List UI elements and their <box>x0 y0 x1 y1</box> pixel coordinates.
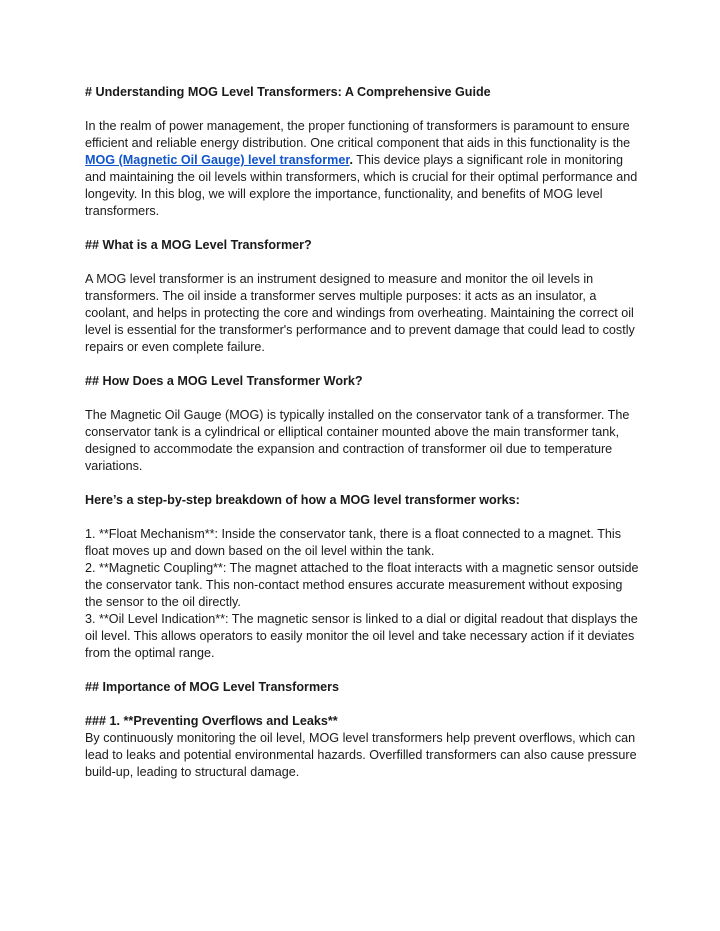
document-title: # Understanding MOG Level Transformers: A Comprehensive Guide <box>85 85 491 99</box>
intro-link-period: . <box>349 153 354 167</box>
subsection-body-overflows: By continuously monitoring the oil level, MOG level transformers help prevent overflows, which can lead to leaks and potential environmental hazards. Overfilled transformers can also cause pressure build-up, leading to structural damage. <box>85 731 637 779</box>
step-item-oil-level: 3. **Oil Level Indication**: The magnetic sensor is linked to a dial or digital readout that displays the oil level. This allows operators to easily monitor the oil level and take necessary action if it deviates from the optimal range. <box>85 612 638 660</box>
intro-text-end: This device plays a significant role in monitoring and maintaining the oil levels within transformers, which is crucial for their optimal performance and longevity. In this blog, we will explore the importance, functionality, and benefits of MOG level transformers. <box>85 153 638 218</box>
section-heading-what-is: ## What is a MOG Level Transformer? <box>85 238 312 252</box>
step-item-magnetic-coupling: 2. **Magnetic Coupling**: The magnet attached to the float interacts with a magnetic sensor outside the conservator tank. This non-contact method ensures accurate measurement without exposing the sensor to the oil directly. <box>85 561 639 609</box>
section-heading-importance: ## Importance of MOG Level Transformers <box>85 680 340 694</box>
subsection-heading-overflows: ### 1. **Preventing Overflows and Leaks** <box>85 714 338 728</box>
steps-heading: Here’s a step-by-step breakdown of how a MOG level transformer works: <box>85 493 520 507</box>
intro-text-start: In the realm of power management, the proper functioning of transformers is paramount to ensure efficient and reliable energy distribution. One critical component that aids in this functionality is the <box>85 119 631 150</box>
document-page <box>85 84 640 798</box>
mog-link[interactable]: MOG (Magnetic Oil Gauge) level transformer <box>85 153 350 167</box>
section-body-what-is: A MOG level transformer is an instrument designed to measure and monitor the oil levels in transformers. The oil inside a transformer serves multiple purposes: it acts as an insulator, a coolant, and helps in protecting the core and windings from overheating. Maintaining the correct oil level is essential for the transformer's performance and to prevent damage that could lead to costly repairs or even complete failure. <box>85 272 635 354</box>
section-heading-how-works: ## How Does a MOG Level Transformer Work? <box>85 374 363 388</box>
section-body-how-works: The Magnetic Oil Gauge (MOG) is typically installed on the conservator tank of a transformer. The conservator tank is a cylindrical or elliptical container mounted above the main transformer tank, designed to accommodate the expansion and contraction of transformer oil due to temperature variations. <box>85 408 630 473</box>
intro-paragraph <box>85 118 640 220</box>
step-item-float: 1. **Float Mechanism**: Inside the conservator tank, there is a float connected to a magnet. This float moves up and down based on the oil level within the tank. <box>85 527 621 558</box>
